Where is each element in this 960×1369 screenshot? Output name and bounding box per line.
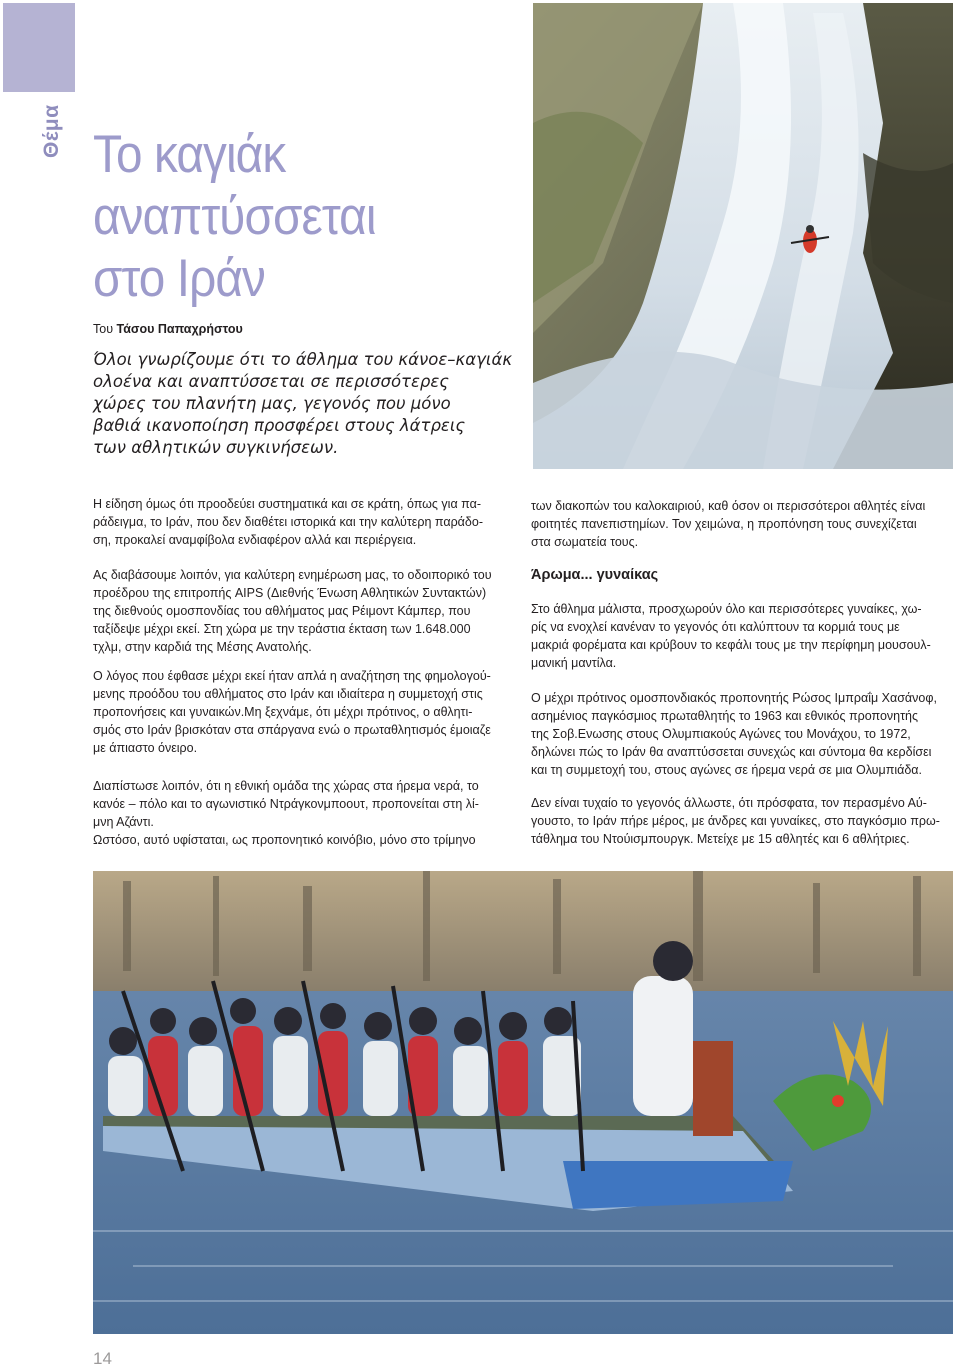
body-paragraph: Στο άθλημα μάλιστα, προσχωρούν όλο και περισσότερες γυναίκες, χω- ρίς να ενοχλεί κανέναν το γεγονός ότι καλύπτουν τα κορμιά τους με μακριά φορέματα και κρύβουν το κεφάλι τους με την περίφημη μουσουλ- μανική μαντίλα. bbox=[531, 602, 931, 670]
body-paragraph: Δεν είναι τυχαίο το γεγονός άλλωστε, ότι πρόσφατα, τον περασμένο Αύ- γουστο, το Ιράν πήρε μέρος, με άνδρες και γυναίκες, στο παγκόσμιο πρω- τάθλημα του Ντούισμπουργκ. Μετείχε με 15 αθλητές και 6 αθλήτριες. bbox=[531, 796, 940, 846]
body-paragraph: των διακοπών του καλοκαιριού, καθ όσον οι περισσότεροι αθλητές είναι φοιτητές πανεπιστημίων. Τον χειμώνα, η προπόνηση τους συνεχίζεται στα σωματεία τους. bbox=[531, 499, 926, 549]
waterfall-kayak-photo bbox=[533, 3, 953, 469]
section-label: Θέμα bbox=[40, 104, 63, 158]
page-number: 14 bbox=[93, 1349, 112, 1368]
title-line: στο Ιράν bbox=[93, 249, 266, 308]
body-paragraph: Διαπίστωσε λοιπόν, ότι η εθνική ομάδα της χώρας στα ήρεμα νερά, το κανόε – πόλο και το αγωνιστικό Ντράγκονμποουτ, προπονείται στη λί- μνη Αζάντι. Ωστόσο, αυτό υφίσταται, ως προπονητικό κοινόβιο, μόνο στο τρίμηνο bbox=[93, 779, 479, 847]
dragon-boat-photo bbox=[93, 871, 953, 1334]
title-line: Το καγιάκ bbox=[93, 125, 286, 184]
section-color-block bbox=[3, 3, 75, 92]
author-name: Τάσου Παπαχρήστου bbox=[116, 322, 243, 336]
body-paragraph: Ας διαβάσουμε λοιπόν, για καλύτερη ενημέρωση μας, το οδοιπορικό του προέδρου της επιτροπής AIPS (Διεθνής Ένωση Αθλητικών Συντακτών) της διεθνούς ομοσπονδίας του αθλήματος μας Ρέιμοντ Κάμπερ, που ταξίδεψε μέχρι εκεί. Στη χώρα με την τεράστια έκταση των 1.648.000 τχλμ, στην καρδιά της Μέσης Ανατολής. bbox=[93, 568, 492, 654]
body-paragraph: Ο λόγος που έφθασε μέχρι εκεί ήταν απλά η αναζήτηση της φημολογού- μενης προόδου του αθλήματος στο Ιράν και ιδιαίτερα η συμμετοχή στις προπονήσεις και γυναικών.Μη ξεχνάμε, ότι μέχρι πρότινος, ο αθλητι- σμός στο Ιράν βρισκόταν στα σπάργανα ενώ ο πρωταθλητισμός έμοιαζε με άπιαστο όνειρο. bbox=[93, 669, 491, 755]
subheading: Άρωμα... γυναίκας bbox=[531, 567, 659, 583]
byline: Του Τάσου Παπαχρήστου bbox=[93, 322, 243, 336]
article-title bbox=[93, 124, 471, 310]
title-line: αναπτύσσεται bbox=[93, 187, 376, 246]
body-paragraph: Ο μέχρι πρότινος ομοσπονδιακός προπονητής Ρώσος Ιμπραΐμ Χασάνοφ, ασημένιος παγκόσμιος πρωταθλητής το 1963 και εθνικός προπονητής της Σοβ.Ενωσης στους Ολυμπιακούς Αγώνες του Μονάχου, το 1972, δηλώνει πώς το Ιράν θα αναπτύσσεται συνεχώς και σύντομα θα κερδίσει και τη συμμετοχή του, στους αγώνες σε ήρεμα νερά σε μια Ολυμπιάδα. bbox=[531, 691, 937, 777]
lead-paragraph: Όλοι γνωρίζουμε ότι το άθλημα του κάνοε–καγιάκ ολοένα και αναπτύσσεται σε περισσότερες χώρες του πλανήτη μας, γεγονός που μόνο βαθιά ικανοποίηση προσφέρει στους λάτρεις των αθλητικών συγκινήσεων. bbox=[93, 350, 513, 457]
body-paragraph: Η είδηση όμως ότι προοδεύει συστηματικά και σε κράτη, όπως για πα- ράδειγμα, το Ιράν, που δεν διαθέτει ιστορικά και την καλύτερη παράδο- ση, προκαλεί αναμφίβολα ενδιαφέρον αλλά και περιέργεια. bbox=[93, 497, 483, 547]
